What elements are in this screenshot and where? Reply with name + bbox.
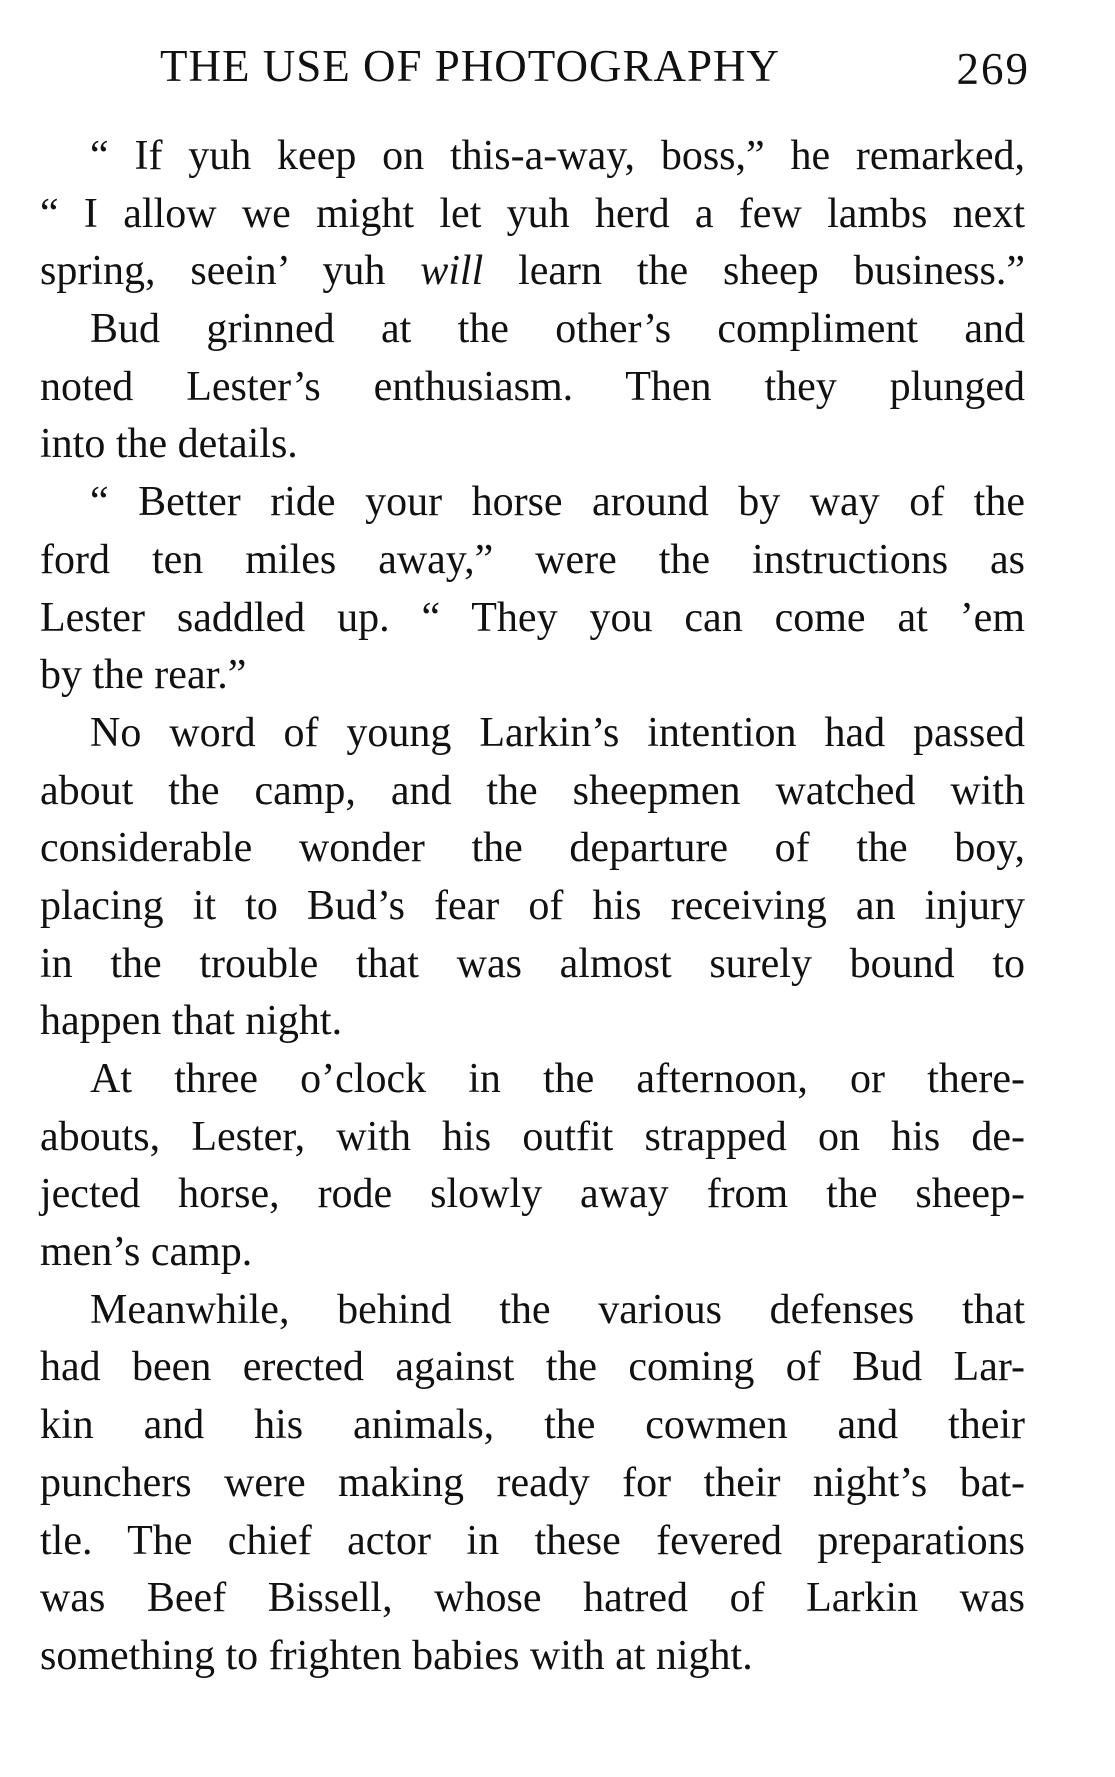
text-line: At three o’clock in the afternoon, or there- — [90, 1056, 1025, 1102]
text-line: men’s camp. — [40, 1229, 253, 1276]
text-line: punchers were making ready for their night’s bat- — [40, 1459, 1025, 1506]
text-line: had been erected against the coming of Bud Lar- — [40, 1344, 1025, 1391]
emphasis: will — [420, 248, 484, 295]
text-line: something to frighten babies with at night. — [40, 1632, 753, 1679]
text-line: “ Better ride your horse around by way of the — [90, 479, 1025, 526]
text-line: Lester saddled up. “ They you can come at ’em — [40, 594, 1025, 641]
text-line: in the trouble that was almost surely bound to — [40, 940, 1025, 987]
text-line: “ If yuh keep on this-a-way, boss,” he remarked, — [90, 133, 1025, 179]
text-line: placing it to Bud’s fear of his receiving an injury — [40, 882, 1025, 929]
body-text — [40, 128, 1025, 1686]
text-line — [40, 243, 1025, 301]
text-span: learn the sheep business.” — [483, 248, 1025, 295]
text-line: considerable wonder the departure of the boy, — [40, 825, 1025, 872]
chapter-title: THE USE OF PHOTOGRAPHY — [160, 41, 780, 91]
text-line: about the camp, and the sheepmen watched with — [40, 767, 1025, 814]
text-line: Meanwhile, behind the various defenses that — [90, 1286, 1025, 1333]
page-number: 269 — [956, 44, 1030, 94]
text-line: ford ten miles away,” were the instructions as — [40, 536, 1025, 583]
text-line: abouts, Lester, with his outfit strapped on his de- — [40, 1113, 1025, 1160]
text-line: happen that night. — [40, 998, 343, 1045]
paragraph — [40, 474, 1025, 705]
text-line: Bud grinned at the other’s compliment and — [90, 306, 1025, 353]
text-line: was Beef Bissell, whose hatred of Larkin was — [40, 1575, 1025, 1622]
text-line: jected horse, rode slowly away from the sheep- — [40, 1171, 1025, 1218]
text-line: by the rear.” — [40, 652, 247, 699]
text-line: “ I allow we might let yuh herd a few lambs next — [40, 190, 1025, 237]
text-line: noted Lester’s enthusiasm. Then they plunged — [40, 363, 1025, 410]
paragraph — [40, 1051, 1025, 1282]
text-line: kin and his animals, the cowmen and their — [40, 1402, 1025, 1449]
text-span: spring, seein’ yuh — [40, 248, 421, 295]
paragraph — [40, 705, 1025, 1051]
paragraph — [40, 1282, 1025, 1686]
running-head — [160, 38, 1030, 94]
text-line: tle. The chief actor in these fevered preparations — [40, 1517, 1025, 1564]
paragraph — [40, 128, 1025, 301]
paragraph — [40, 301, 1025, 474]
text-line: No word of young Larkin’s intention had passed — [90, 709, 1025, 756]
text-line: into the details. — [40, 421, 298, 468]
